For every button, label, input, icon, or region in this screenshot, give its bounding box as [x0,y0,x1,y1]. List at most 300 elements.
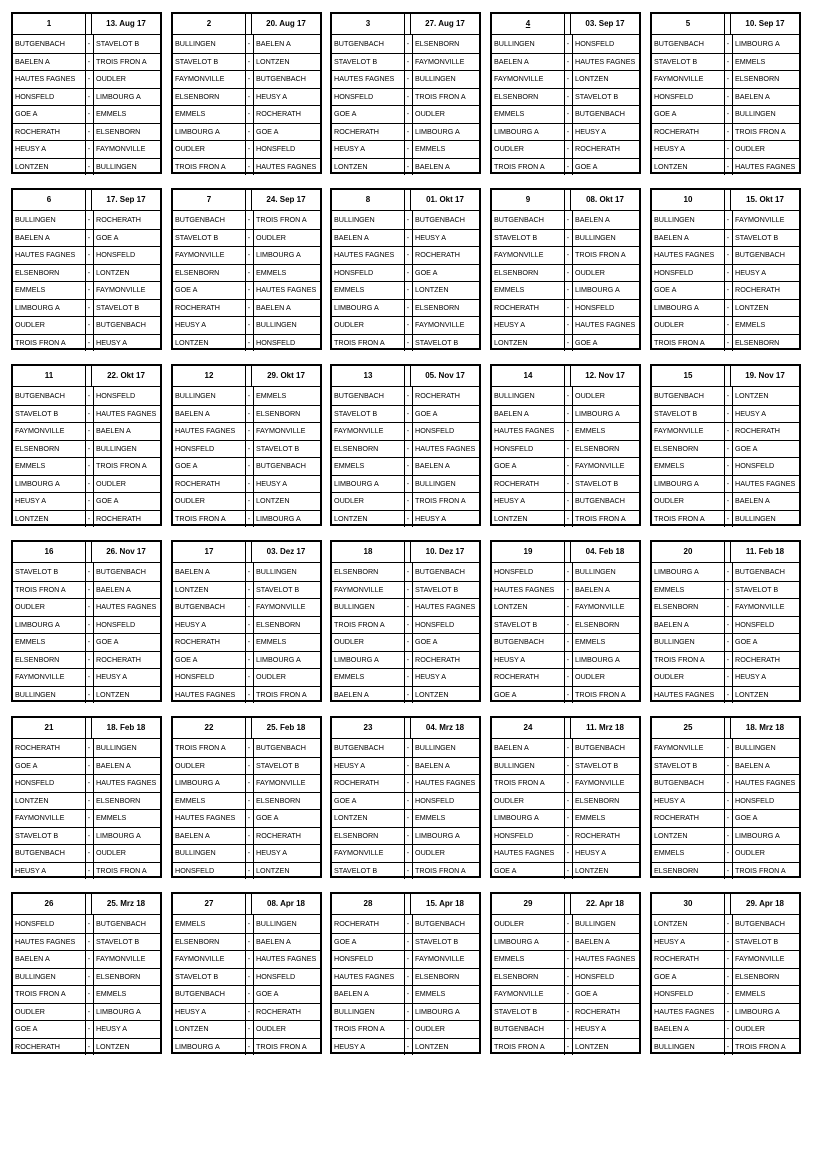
match-separator: - [724,264,731,282]
match-row [492,422,639,441]
match-row [173,1003,320,1022]
match-separator: - [404,686,411,704]
home-team: STAVELOT B [494,1006,538,1016]
match-separator: - [245,510,252,528]
home-team: ELSENBORN [334,443,379,453]
match-row [652,422,799,441]
home-team: EMMELS [494,285,525,294]
away-team: GOE A [93,229,159,247]
round-header [652,542,799,563]
match-separator: - [564,405,571,423]
away-team: OUDLER [93,844,159,862]
away-team: BULLINGEN [732,510,798,528]
match-separator: - [404,264,411,282]
away-team: GOE A [572,334,638,352]
away-team: HEUSY A [253,475,319,493]
away-team: HONSFELD [732,792,798,810]
away-team: HONSFELD [572,35,638,53]
match-row [652,246,799,265]
match-separator: - [245,457,252,475]
round-number: 9 [525,195,531,204]
away-team: FAYMONVILLE [572,598,638,616]
match-separator: - [85,422,92,440]
match-row [492,105,639,124]
home-team: STAVELOT B [15,830,59,840]
match-row [13,651,160,670]
home-team: EMMELS [654,461,685,470]
match-separator: - [564,123,571,141]
match-row [652,563,799,582]
match-separator: - [404,475,411,493]
match-separator: - [85,70,92,88]
home-team: BAELEN A [654,232,689,242]
match-separator: - [724,246,731,264]
match-separator: - [404,88,411,106]
match-separator: - [85,475,92,493]
match-separator: - [724,915,731,933]
home-team: BUTGENBACH [15,848,65,857]
away-team: ROCHERATH [253,1003,319,1021]
away-team: GOE A [93,492,159,510]
match-separator: - [724,774,731,792]
away-team: EMMELS [572,809,638,827]
home-team: BULLINGEN [654,637,695,646]
away-team: ROCHERATH [253,105,319,123]
away-team: LONTZEN [412,1038,478,1056]
home-team: HEUSY A [175,1006,207,1016]
match-separator: - [564,862,571,880]
round-card [330,540,481,702]
match-separator: - [564,229,571,247]
match-separator: - [85,1020,92,1038]
home-team: BULLINGEN [494,391,535,400]
match-row [173,633,320,652]
match-row [652,598,799,617]
match-separator: - [564,70,571,88]
match-separator: - [724,211,731,229]
match-separator: - [85,581,92,599]
match-separator: - [85,492,92,510]
match-separator: - [724,510,731,528]
match-separator: - [724,968,731,986]
away-team: BAELEN A [572,211,638,229]
match-separator: - [724,581,731,599]
match-row [173,88,320,107]
match-separator: - [85,123,92,141]
match-row [13,598,160,617]
away-team: STAVELOT B [253,581,319,599]
match-separator: - [404,405,411,423]
home-team: FAYMONVILLE [15,813,65,822]
home-team: BUTGENBACH [334,743,384,752]
away-team: ELSENBORN [732,70,798,88]
away-team: ROCHERATH [572,1003,638,1021]
away-team: ELSENBORN [572,792,638,810]
home-team: ELSENBORN [654,443,699,453]
match-separator: - [564,440,571,458]
match-separator: - [564,510,571,528]
round-header [492,190,639,211]
home-team: EMMELS [334,672,365,681]
away-team: EMMELS [93,809,159,827]
match-row [492,757,639,776]
match-separator: - [245,140,252,158]
away-team: HAUTES FAGNES [572,53,638,71]
away-team: ELSENBORN [412,299,478,317]
away-team: LIMBOURG A [732,827,798,845]
round-number: 30 [683,899,693,908]
match-row [332,299,479,318]
match-separator: - [724,53,731,71]
match-row [13,1003,160,1022]
home-team: BUTGENBACH [15,391,65,400]
home-team: LONTZEN [334,513,368,523]
home-team: HEUSY A [654,936,686,946]
round-header [332,190,479,211]
match-separator: - [724,616,731,634]
home-team: FAYMONVILLE [654,743,704,752]
match-row [13,457,160,476]
home-team: BULLINGEN [15,689,56,699]
match-row [173,968,320,987]
round-card [490,364,641,526]
away-team: FAYMONVILLE [412,53,478,71]
home-team: GOE A [334,109,357,118]
match-row [13,739,160,758]
match-row [13,316,160,335]
away-team: STAVELOT B [93,35,159,53]
away-team: EMMELS [572,633,638,651]
match-separator: - [564,686,571,704]
away-team: BAELEN A [253,299,319,317]
match-separator: - [564,968,571,986]
away-team: STAVELOT B [732,933,798,951]
away-team: TROIS FRON A [93,53,159,71]
home-team: STAVELOT B [494,232,538,242]
match-separator: - [404,158,411,176]
match-separator: - [724,457,731,475]
match-row [13,70,160,89]
match-separator: - [404,616,411,634]
match-row [13,774,160,793]
match-row [173,563,320,582]
match-separator: - [245,158,252,176]
match-separator: - [564,281,571,299]
match-row [492,457,639,476]
home-team: GOE A [494,689,517,699]
match-separator: - [724,563,731,581]
match-separator: - [564,158,571,176]
home-team: HAUTES FAGNES [654,689,715,699]
match-separator: - [245,316,252,334]
match-row [173,581,320,600]
match-separator: - [85,563,92,581]
match-row [13,211,160,230]
match-separator: - [245,492,252,510]
match-row [13,264,160,283]
away-team: OUDLER [732,140,798,158]
home-team: LIMBOURG A [334,478,379,488]
home-team: HONSFELD [494,443,534,453]
away-team: ROCHERATH [93,211,159,229]
match-row [492,53,639,72]
away-team: BAELEN A [253,933,319,951]
match-separator: - [85,246,92,264]
away-team: BAELEN A [732,492,798,510]
match-row [173,229,320,248]
home-team: BAELEN A [175,830,210,840]
home-team: EMMELS [334,461,365,470]
away-team: FAYMONVILLE [253,774,319,792]
match-separator: - [724,299,731,317]
away-team: EMMELS [732,53,798,71]
match-row [173,757,320,776]
match-row [13,281,160,300]
away-team: EMMELS [732,985,798,1003]
away-team: BULLINGEN [572,915,638,933]
away-team: LIMBOURG A [253,510,319,528]
match-row [13,686,160,704]
away-team: ELSENBORN [732,968,798,986]
match-row [173,809,320,828]
match-separator: - [404,299,411,317]
home-team: FAYMONVILLE [334,584,384,594]
home-team: ROCHERATH [654,813,699,822]
match-row [173,686,320,704]
round-date: 03. Sep 17 [570,14,639,34]
match-separator: - [85,105,92,123]
match-row [652,35,799,54]
round-number: 19 [523,547,533,556]
away-team: LONTZEN [732,387,798,405]
away-team: TROIS FRON A [253,1038,319,1056]
match-separator: - [245,123,252,141]
round-number: 16 [44,547,54,556]
away-team: OUDLER [253,668,319,686]
away-team: OUDLER [412,1020,478,1038]
away-team: LIMBOURG A [93,88,159,106]
away-team: GOE A [732,633,798,651]
home-team: HAUTES FAGNES [654,1006,715,1016]
home-team: ELSENBORN [175,267,220,277]
match-row [492,950,639,969]
away-team: OUDLER [572,387,638,405]
match-row [173,510,320,528]
home-team: STAVELOT B [654,56,698,66]
match-row [13,35,160,54]
round-date: 10. Dez 17 [410,542,479,562]
home-team: HEUSY A [494,654,526,664]
home-team: ROCHERATH [15,1041,60,1051]
match-row [173,475,320,494]
match-row [173,651,320,670]
match-separator: - [404,229,411,247]
match-row [492,88,639,107]
match-separator: - [85,334,92,352]
match-separator: - [724,1003,731,1021]
home-team: OUDLER [175,760,205,770]
away-team: TROIS FRON A [412,88,478,106]
round-card [490,188,641,350]
round-date: 12. Nov 17 [570,366,639,386]
away-team: FAYMONVILLE [253,422,319,440]
home-team: BULLINGEN [334,602,375,611]
round-number: 13 [363,371,373,380]
away-team: BULLINGEN [93,440,159,458]
home-team: BULLINGEN [334,215,375,224]
round-header [13,542,160,563]
away-team: LIMBOURG A [572,651,638,669]
home-team: LONTZEN [494,602,528,611]
home-team: HONSFELD [15,91,55,101]
match-row [332,422,479,441]
match-separator: - [724,35,731,53]
away-team: HEUSY A [572,123,638,141]
home-team: HEUSY A [175,320,207,329]
round-date: 22. Okt 17 [91,366,160,386]
round-number: 27 [204,899,214,908]
away-team: ELSENBORN [93,123,159,141]
match-row [332,792,479,811]
match-separator: - [404,809,411,827]
away-team: GOE A [412,264,478,282]
match-separator: - [245,70,252,88]
away-team: TROIS FRON A [572,686,638,704]
round-card [650,892,801,1054]
home-team: LIMBOURG A [175,1041,220,1051]
match-row [492,581,639,600]
away-team: STAVELOT B [412,933,478,951]
away-team: HEUSY A [93,668,159,686]
match-separator: - [85,299,92,317]
match-row [13,334,160,352]
match-separator: - [404,1020,411,1038]
match-row [13,510,160,528]
home-team: HAUTES FAGNES [175,689,236,699]
home-team: LONTZEN [15,795,49,805]
home-team: HONSFELD [654,989,694,998]
home-team: GOE A [15,109,38,118]
round-number: 1 [46,19,52,28]
away-team: BAELEN A [253,35,319,53]
home-team: ELSENBORN [334,567,379,576]
home-team: TROIS FRON A [175,513,226,523]
round-card [171,12,322,174]
round-card [330,892,481,1054]
match-separator: - [404,123,411,141]
away-team: HAUTES FAGNES [412,440,478,458]
match-separator: - [404,950,411,968]
away-team: OUDLER [572,264,638,282]
round-number: 25 [683,723,693,732]
home-team: GOE A [175,461,198,470]
away-team: LONTZEN [93,686,159,704]
round-date: 29. Apr 18 [730,894,799,914]
home-team: LIMBOURG A [494,936,539,946]
home-team: ELSENBORN [15,654,60,664]
round-header [173,366,320,387]
away-team: ROCHERATH [93,510,159,528]
away-team: HAUTES FAGNES [93,598,159,616]
match-row [332,968,479,987]
match-separator: - [404,246,411,264]
match-row [332,123,479,142]
away-team: BUTGENBACH [93,316,159,334]
match-row [13,827,160,846]
round-date: 18. Mrz 18 [730,718,799,738]
home-team: BULLINGEN [654,215,695,224]
round-card [11,892,162,1054]
match-row [492,246,639,265]
match-row [13,440,160,459]
home-team: LIMBOURG A [494,813,539,822]
match-row [332,616,479,635]
away-team: BAELEN A [412,757,478,775]
match-separator: - [85,1003,92,1021]
match-row [173,405,320,424]
home-team: TROIS FRON A [175,161,226,171]
match-separator: - [245,88,252,106]
match-row [13,933,160,952]
away-team: GOE A [253,809,319,827]
away-team: BULLINGEN [93,739,159,757]
away-team: ELSENBORN [572,440,638,458]
match-row [13,299,160,318]
match-separator: - [245,1020,252,1038]
match-separator: - [564,581,571,599]
away-team: FAYMONVILLE [732,950,798,968]
home-team: LONTZEN [175,584,209,594]
home-team: BUTGENBACH [654,391,704,400]
round-card [490,716,641,878]
round-number: 14 [523,371,533,380]
away-team: HONSFELD [572,299,638,317]
away-team: HONSFELD [572,968,638,986]
home-team: OUDLER [654,496,684,505]
match-separator: - [404,581,411,599]
away-team: BULLINGEN [572,563,638,581]
away-team: TROIS FRON A [253,686,319,704]
home-team: HAUTES FAGNES [494,848,555,857]
match-row [332,229,479,248]
match-separator: - [724,387,731,405]
match-separator: - [245,774,252,792]
match-row [173,123,320,142]
match-separator: - [404,510,411,528]
match-row [13,862,160,880]
away-team: FAYMONVILLE [572,457,638,475]
round-header [13,718,160,739]
away-team: STAVELOT B [732,581,798,599]
away-team: GOE A [253,985,319,1003]
match-separator: - [245,105,252,123]
home-team: BAELEN A [494,743,529,752]
match-row [173,844,320,863]
match-separator: - [245,915,252,933]
away-team: ROCHERATH [412,387,478,405]
away-team: EMMELS [572,422,638,440]
match-row [492,387,639,406]
away-team: HEUSY A [412,510,478,528]
home-team: LIMBOURG A [15,478,60,488]
home-team: TROIS FRON A [15,989,66,998]
home-team: FAYMONVILLE [15,672,65,681]
away-team: BAELEN A [93,581,159,599]
away-team: BUTGENBACH [412,211,478,229]
home-team: ELSENBORN [494,971,539,981]
away-team: EMMELS [732,316,798,334]
home-team: HONSFELD [334,267,374,277]
